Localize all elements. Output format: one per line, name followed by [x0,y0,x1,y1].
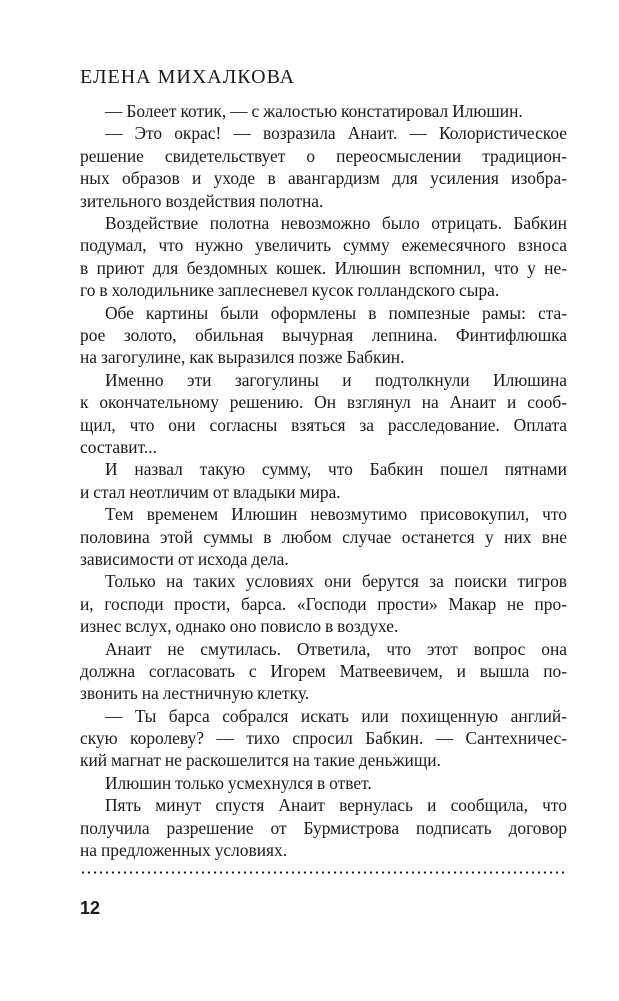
text-line: должна согласовать с Игорем Матвеевичем, и вышла по- [80,660,567,681]
page-number: 12 [80,898,101,918]
text-line: на предложенных условиях. [80,840,288,860]
text-line: Воздействие полотна невозможно было отрицать. Бабкин [105,213,567,233]
text-line: на загогулине, как выразился позже Бабкин. [80,347,405,368]
text-line: го в холодильнике заплесневел кусок голландского сыра. [80,280,500,301]
text-line: решение свидетельствует о переосмыслении традицион- [80,145,567,166]
text-line: изнес вслух, однако оно повисло в воздухе. [80,616,399,637]
text-line: скую королеву? — тихо спросил Бабкин. — Сантехничес- [80,728,567,748]
dotted-divider [80,871,567,874]
text-line: Анаит не смутилась. Ответила, что этот вопрос она [105,638,567,659]
text-line: И назвал такую сумму, что Бабкин пошел пятнами [105,459,567,480]
text-line: подумал, что нужно увеличить сумму ежемесячного взноса [80,235,567,256]
text-line: — Ты барса собрался искать или похищенную англий- [105,705,567,726]
text-line: — Болеет котик, — с жалостью констатировал Илюшин. [105,101,523,121]
running-header-author: ЕЛЕНА МИХАЛКОВА [80,66,296,88]
text-line: к окончательному решению. Он взглянул на Анаит и сооб- [80,392,567,413]
text-line: составит... [80,436,157,457]
text-line: щил, что они согласны взяться за расследование. Оплата [80,414,567,435]
text-line: и стал неотличим от владыки мира. [80,481,341,502]
text-line: Илюшин только усмехнулся в ответ. [105,772,372,793]
text-line: Именно эти загогулины и подтолкнули Илюшина [105,369,567,390]
text-line: звонить на лестничную клетку. [80,683,310,704]
text-line: Только на таких условиях они берутся за поиски тигров [105,571,567,592]
text-line: в приют для бездомных кошек. Илюшин вспомнил, что у не- [80,257,567,278]
text-line: зительного воздействия полотна. [80,190,324,211]
text-line: рое золото, обильная вычурная лепнина. Финтифлюшка [80,324,567,345]
text-line: и, господи прости, барса. «Господи прости» Макар не про- [80,593,567,614]
text-line: Тем временем Илюшин невозмутимо присовокупил, что [105,504,567,525]
text-line: половина этой суммы в любом случае останется у них вне [80,526,567,547]
text-line: — Это окрас! — возразила Анаит. — Колористическое [105,123,567,144]
text-line: зависимости от исхода дела. [80,548,289,569]
text-line: Пять минут спустя Анаит вернулась и сообщила, что [105,795,567,816]
text-line: ных образов и уходе в авангардизм для усиления изобра- [80,168,567,189]
text-line: Обе картины были оформлены в помпезные рамы: ста- [105,302,567,323]
text-line: получила разрешение от Бурмистрова подписать договор [80,817,567,838]
text-line: кий магнат не раскошелится на такие деньжищи. [80,750,441,771]
